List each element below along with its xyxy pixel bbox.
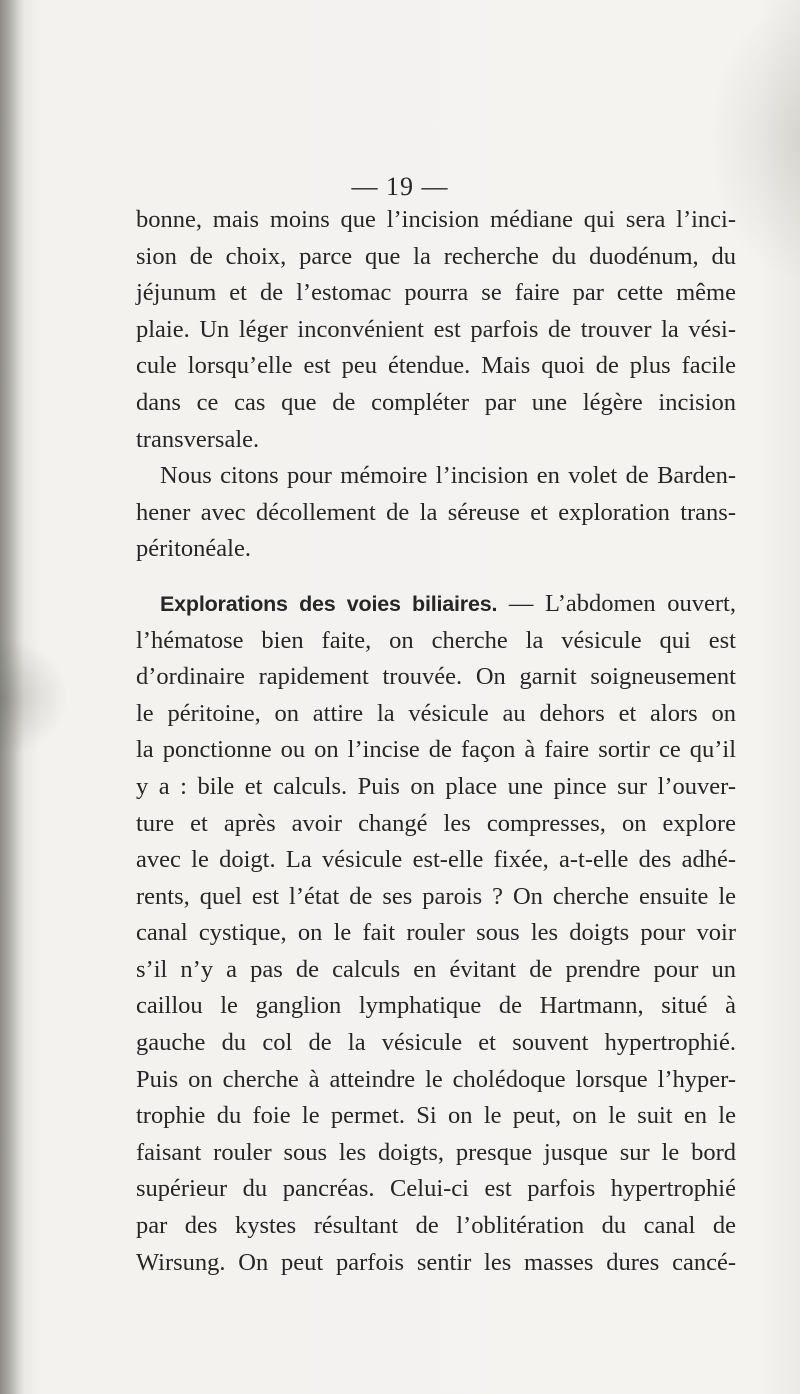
text-line: rents, quel est l’état de ses parois ? On cherche ensuite le xyxy=(136,882,736,910)
section-heading-line xyxy=(136,586,736,623)
text-line: y a : bile et calculs. Puis on place une pince sur l’ouver- xyxy=(136,772,736,800)
section-heading-continuation: — L’abdomen ouvert, xyxy=(497,589,736,617)
text-line: l’hématose bien faite, on cherche la vésicule qui est xyxy=(136,626,736,654)
text-line: dans ce cas que de compléter par une légère incision xyxy=(136,388,736,416)
page-edge-shadow xyxy=(0,0,24,1394)
text-line: s’il n’y a pas de calculs en évitant de prendre pour un xyxy=(136,955,736,983)
text-line: Puis on cherche à atteindre le cholédoque lorsque l’hyper- xyxy=(136,1065,736,1093)
body-text xyxy=(136,202,736,1281)
paragraph-gap xyxy=(136,568,736,586)
text-line: bonne, mais moins que l’incision médiane qui sera l’inci- xyxy=(136,206,736,233)
text-line: plaie. Un léger inconvénient est parfois de trouver la vési- xyxy=(136,315,736,343)
section-heading: Explorations des voies biliaires. xyxy=(160,591,498,616)
text-line: Wirsung. On peut parfois sentir les masses dures cancé- xyxy=(136,1248,736,1276)
text-line: jéjunum et de l’estomac pourra se faire par cette même xyxy=(136,279,736,307)
text-line: par des kystes résultant de l’oblitération du canal de xyxy=(136,1212,736,1240)
text-line: transversale. xyxy=(136,425,260,453)
text-line: avec le doigt. La vésicule est-elle fixée, a-t-elle des adhé- xyxy=(136,846,736,874)
text-line: le péritoine, on attire la vésicule au dehors et alors on xyxy=(136,699,736,727)
text-line: la ponctionne ou on l’incise de façon à faire sortir ce qu’il xyxy=(136,736,736,764)
text-line: hener avec décollement de la séreuse et exploration trans- xyxy=(136,498,736,526)
text-line: caillou le ganglion lymphatique de Hartmann, situé à xyxy=(136,992,736,1020)
text-line: canal cystique, on le fait rouler sous les doigts pour voir xyxy=(136,919,736,947)
text-line: ture et après avoir changé les compresses, on explore xyxy=(136,809,736,837)
text-line: gauche du col de la vésicule et souvent hypertrophié. xyxy=(136,1029,736,1057)
page-number: — 19 — xyxy=(351,172,449,201)
text-line: sion de choix, parce que la recherche du duodénum, du xyxy=(136,242,736,270)
text-line: supérieur du pancréas. Celui-ci est parfois hypertrophié xyxy=(136,1175,736,1203)
text-line: Nous citons pour mémoire l’incision en volet de Barden- xyxy=(160,462,736,490)
text-line: cule lorsqu’elle est peu étendue. Mais quoi de plus facile xyxy=(136,352,736,380)
text-line: faisant rouler sous les doigts, presque jusque sur le bord xyxy=(136,1138,736,1166)
text-line: péritonéale. xyxy=(136,535,251,563)
text-line: d’ordinaire rapidement trouvée. On garnit soigneusement xyxy=(136,663,736,691)
text-line: trophie du foie le permet. Si on le peut, on le suit en le xyxy=(136,1102,736,1130)
